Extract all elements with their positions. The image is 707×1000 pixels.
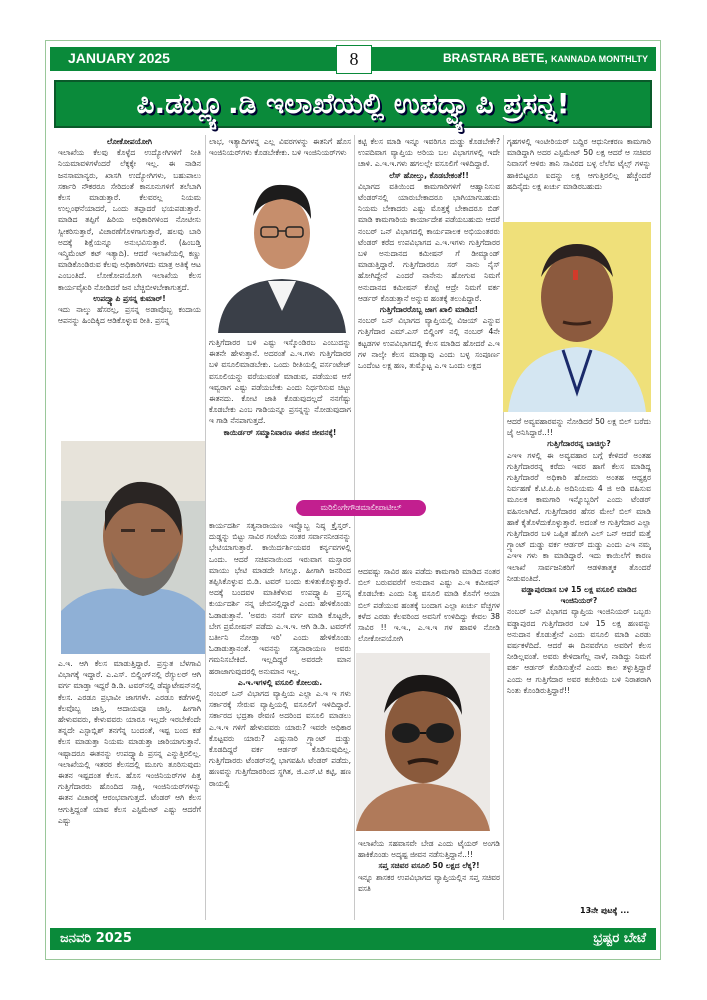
column-divider bbox=[354, 135, 355, 920]
subheading: ಉಪದ್ವ್ಯಾಪಿ ಪ್ರಸನ್ನ ಕುಮಾರ್! bbox=[93, 293, 166, 303]
article-paragraph: ಆದರೆ ಅವ್ಯವಹಾರವನ್ನು ನೋಡಿದರೆ 50 ಲಕ್ಷ ಬಿಲ್ ಬರೆದು ಜೈ ಅನಿಸಿದ್ದಾರೆ..!! bbox=[507, 417, 651, 438]
subheading: ಗುತ್ತಿಗೆದಾರರೊಬ್ಬ ಜಾಗ ಖಾಲಿ ಮಾಡಿದ! bbox=[379, 305, 479, 315]
column-2-bottom bbox=[209, 520, 351, 920]
article-paragraph: ಇಲಾಖೆಯ ಸಹವಾಸವೇ ಬೇಡ ಎಂದು ಟೈಯರ್ ಅಂಗಡಿ ಹಾಕಿಕೊಂಡು ಅದೃಷ್ಟ ಜೀವನ ನಡೆಸುತ್ತಿದ್ದಾನೆ..!! bbox=[358, 839, 500, 860]
photo-bearded-man bbox=[61, 441, 205, 654]
man-sunglasses-illustration bbox=[356, 653, 490, 831]
author-byline: ಮರಿಲಿಂಗೇಗೌಡಮಾಲೀಪಾಟೀಲ್ bbox=[296, 500, 426, 516]
older-man-illustration bbox=[503, 222, 651, 412]
article-paragraph: ಗೃಹಗಳಲ್ಲಿ ಇಂಟೀರಿಯರ್ ಬದ್ದಿರ ಆಧುನೀಕರಣ ಕಾಮಗಾರಿ ಮಾಡಿದ್ದಾಗಿ ಅದರ ಎಸ್ಟಿಮೇಟ್ 50 ಲಕ್ಷ ಆದರೆ ಆ ಸಚಿವರ ನಿವಾಸಗೆ ಆಳಿರು ತಾನಿ ಸಾವಿರದ ಬಳ್ಳ ಲೆಲೆವ ಟೈಲ್ಸ್ ಗಳನ್ನು ಹಾಕಿಬಿಟ್ಟರೂ ಐದನ್ನು ಲಕ್ಷ ಆಗುತ್ತಿರಲಿಲ್ಲ ಹೆಚ್ಚೆಂದರೆ ಹದಿನೈದು ಲಕ್ಷ ಖರ್ಚು ಮಾಡಿರಬಹುದು bbox=[507, 137, 651, 191]
article-paragraph: ಇನ್ನೂ ಶಾಸಕರ ಉಪವಿಭಾಗದ ವ್ಯಾಪ್ತಿಯಲ್ಲಿನ ಸಪ್ತ ಸಚಿವರ ವಸತಿ bbox=[358, 872, 500, 893]
column-4-top bbox=[507, 136, 651, 216]
column-4-bottom bbox=[507, 416, 651, 904]
page-number: 8 bbox=[336, 45, 372, 74]
article-paragraph: ವಿಭಾಗದ ವತಿಯಿಂದ ಕಾಮಗಾರಿಗಳಿಗೆ ಆಹ್ವಾನಿಸುವ ಟೆಂಡರ್‌ನಲ್ಲಿ ಯಾರುಬೇಕಾದರೂ ಭಾಗಿಯಾಗಬಹುದು ನಿಯಮ ಬೇಕಾದರು ಎಷ್ಟು ಮೊತ್ತಕ್ಕೆ ಬೇಕಾದರೂ ಬಿಡ್ ಮಾಡಿ ಕಾಮಗಾರಿಯ ಕಾರ್ಯಾದೇಶ ಪಡೆಯಬಹುದು ಆದರೆ ನಂಬರ್ ಒನ್ ವಿಭಾಗದಲ್ಲಿ ಕಾರ್ಯಪಾಲಕ ಅಭಿಯಂತರರು ಟೆಂಡರ್ ಕರೆದ ಉಪವಿಭಾಗದ ಎ.ಇ.ಇಗಳು ಗುತ್ತಿಗೆದಾರರ ಬಳಿ ಅನುದಾನದ ಕಮೀಷನ್ ಗೆ ಡೀಮ್ಯಾಂಡ್ ಮಾಡುತ್ತಿದ್ದಾರೆ. ಗುತ್ತಿಗೆದಾರರೂ ಸರ್ ನಾನು ನೈಸ್ ಹೋಗಿದ್ದೇನೆ ಎಂದರೆ ನಾನೇನು ಹೋಗುವ ನಿಮಗೆ ಅನುದಾನದ ಕಮೀಷನ್ ಕೊಟ್ಟೆ ಆದ್ರೇ ನಿಮಗೆ ವರ್ಕ ಆರ್ಡರ್ ಕೊಡುತ್ತಾನೆ ಅನ್ನುವ ಹಂತಕ್ಕೆ ತಲುಪಿದ್ದಾರೆ. bbox=[358, 181, 500, 303]
footer-bar bbox=[50, 928, 656, 950]
man-glasses-illustration bbox=[213, 171, 351, 333]
subheading: ಕಾಯಿರ್ಡರ್ ಸಮ್ಮಾನಿವಾರಣ ಈತನ ಜೀವನಕ್ಕೆ! bbox=[223, 427, 337, 437]
article-paragraph: ನಂಬರ್ ಒನ್ ವಿಭಾಗದ ವ್ಯಾಪ್ತಿಯ ಇಂಜಿನಿಯರ್ ಒಬ್ಬರು ವಡ್ಡಾಪುರದ ಗುತ್ತಿಗೆದಾರರ ಬಳಿ 15 ಲಕ್ಷ ಹಣವನ್ನು ಅನುದಾನ ಕೊಡುತ್ತೇನೆ ಎಂದು ವಸೂಲಿ ಮಾಡಿ ಎರಡು ವರ್ಷಕಳೆದಿದೆ. ಆದರೆ ಈ ದಿನವರೆಗೂ ಅವರಿಗೆ ಕೆಲಸ ನೀಡಿಲ್ಲವಂತೆ. ಅವರು ಕೇಳಿದಾಗೆಲ್ಲ ನಾಳೆ, ನಾಡಿದ್ದು ನಿಮಗೆ ವರ್ಕ ಆರ್ಡರ್ ಕೊಡಿಸುತ್ತೇನೆ ಎಂದು ಕಾಲ ತಳ್ಳುತ್ತಿದ್ದಾರೆ ಎಂದು ಆ ಗುತ್ತಿಗೆದಾರ ಅವರ ಕಚೇರಿಯ ಬಳಿ ನಿರಾಶರಾಗಿ ನಿಂತು ಕೊಂಡಿರುತ್ತಿದ್ದಾರೆ!! bbox=[507, 607, 651, 695]
article-paragraph: ನಂಬರ್ ಒನ್ ವಿಭಾಗದ ವ್ಯಾಪ್ತಿಯಲ್ಲಿ ವಿಜಯ್ ಎನ್ನುವ ಗುತ್ತಿಗೆದಾರ ಎಮ್.ಎಸ್ ಬಿಲ್ಡಿಂಗ್ ನಲ್ಲಿ ನಂಬರ್ 4ನೇ ಕಟ್ಟಡಗಳ ಉಪವಿಭಾಗದಲ್ಲಿ ಕೆಲಸ ಮಾಡಿದ ಹೋದರೆ ಎ.ಇ ಗಳ ನಾಲ್ಕೇ ಕೆಲಸ ಮಾಡ್ಯಾವು ಎಂದು ಬಳ್ಳ ಸಂಪೂರ್ಣ ಒಂದೆಂಟ ಲಕ್ಷ ಹಣ, ತುಮ್ಕೊಟ್ಟ ಎ.ಇ ಒಂದು ಲಕ್ಷದ bbox=[358, 316, 500, 371]
column-3-top bbox=[358, 136, 500, 563]
article-paragraph: ಇದು ನಾಲ್ಕು ಹೆಸರಲ್ಲ, ಪ್ರಸನ್ನ ಅಡಾವೊಬ್ಬ ಕಂದಾಯ ಆಪನನ್ನು ಹಿಂದಿಕ್ಕಿದ ಆಡಿಕೊಳ್ಳುವ ರೀತಿ. ಪ್ರಸನ್ನ bbox=[58, 305, 201, 326]
photo-man-glasses bbox=[213, 171, 351, 333]
article-kicker: ಲೋಕೋಪಯೋಗಿ bbox=[106, 137, 153, 146]
article-paragraph: ಇಲಾಖೆಯ ಕೆಲವು ಕೊಳ್ಳೆದ ಉದ್ಯೋಗಿಗಳಿಗೆ ನೀತಿ ನಿಯಮಾವಳಿಗಳೆಂದರೆ ಲೆಕ್ಕಕ್ಕೇ ಇಲ್ಲ. ಈ ನಾಡಿನ ಜನಸಾಮಾನ್ಯರು, ಖಾಸಗಿ ಉದ್ಯೋಗಿಗಳು, ಬಹುಪಾಲು ಸರ್ಕಾರಿ ನೌಕರರೂ ಸೇರಿದಂತೆ ಕಾನೂನುಗಳಿಗೆ ತಲೆಬಾಗಿ ಕೆಲಸ ಮಾಡುತ್ತಾರೆ. ಕೆಲವರಲ್ಲ ನಿಯಮ ಉಲ್ಲಂಘನೆಯಾದರೆ, ಒಂದು ತಪ್ಪಾದರೆ ಭಯಪಡುತ್ತಾರೆ. ಮಾಡಿದ ತಪ್ಪಿಗೆ ಹಿರಿಯ ಅಧಿಕಾರಿಗಳಿಂದ ನೋಟೀಸು ಸ್ವೀಕರಿಸುತ್ತಾರೆ, ವಿಚಾರಣೆಗೊಳಗಾಗುತ್ತಾರೆ, ಹಲವು ಬಾರಿ ಅದಕ್ಕೆ ಶಿಕ್ಷೆಯನ್ನೂ ಅನುಭವಿಸುತ್ತಾರೆ. (ಹಿಂಬಡ್ತಿ ಇನ್ಕ್ರಿಮೆಂಟ್ ಕಟ್ ಇತ್ಯಾದಿ). ಆದರೆ ಇಲಾಖೆಯಲ್ಲಿ ಕಣ್ಣು ಮಾಡಿಕೊಂಡಿರುವ ಕೆಲವು ಅಧಿಕಾರಿಗಳದು ಮಾತ್ರ ಅತಿಕ್ಕೆ ಆಟ ಎಂಬಂತಿದೆ. ಲೋಕೋಪಯೋಗಿ ಇಲಾಖೆಯ ಕೆಲಸ ಕಾರ್ಯವೈಖರಿ ನೋಡಿದರೆ ಜನ ಬೆಚ್ಚಿಬೀಳಬೇಕಾಗುತ್ತದೆ. bbox=[58, 148, 201, 292]
subheading: ಎ.ಇ.ಇಗಳಲ್ಲಿ ವಸೂಲಿ ಕೋಲಡು. bbox=[237, 677, 323, 687]
subheading: ಸಪ್ತ ಸಚಿವರ ವಸೂಲಿ 50 ಲಕ್ಷದ ಲೆಕ್ಕ?! bbox=[378, 861, 480, 871]
column-1-top bbox=[58, 136, 201, 438]
subheading: ಗುತ್ತಿಗೆದಾರರನ್ನ ಬಾಚಿಗ್ಳು? bbox=[547, 439, 611, 449]
continued-note: 13ನೇ ಪುಟಕ್ಕೆ ... bbox=[580, 906, 630, 915]
column-2-middle bbox=[209, 337, 351, 495]
column-2-top bbox=[209, 136, 351, 170]
article-paragraph: ಲಾಭ, ಇತ್ಯಾದಿಗಳನ್ನ ಎಲ್ಲ ವಿವರಗಳನ್ನು ಈತನಿಗೆ ಹೊಸ ಇಂಜಿನಿಯರ್‌ಗಳು ಕೊಡಬೇಕೇಕು. ಬಳಿ ಇಂಜಿನಿಯರ್‌ಗಳು bbox=[209, 137, 351, 158]
publication-title: BRASTARA BETE, bbox=[442, 51, 548, 65]
article-paragraph: ಕಟ್ಟಿ ಕೆಲಸ ಮಾಡಿ ಇನ್ನೂ ಇವರಿಗೂ ದುಡ್ಡು ಕೊಡಬೇಕೇ? ಉಪದಿವಾಗ ವ್ಯಾಪ್ತಿಯ ಅರಿಯ ಬಲ ವಿಭಾಗಗಳಲ್ಲಿ ಇದೇ ಚಾಳಿ. ಎ.ಇ.ಇ.ಗಳು ಹಗಲಲ್ಲೇ ವಸೂಲಿಗೆ ಇಳಿದಿದ್ದಾರೆ. bbox=[358, 137, 500, 169]
publication-name bbox=[443, 51, 648, 65]
column-3-bottom bbox=[358, 838, 500, 920]
article-paragraph: ಎಇಇ ಗಳಲ್ಲಿ ಈ ಅವ್ಯವಹಾರ ಬಗ್ಗೆ ಕೇಳಿದರೆ ಅಂತಹ ಗುತ್ತಿಗೆದಾರರನ್ನ ಕರೆದು ಇವರ ಹಾಗೆ ಕೆಲಸ ಮಾಡಿದ್ದ ಗುತ್ತಿಗೆದಾರರೆ ಅಧಿಕಾರಿ ಹೋದರು ಅಂತಹ ಆಧ್ಯಕ್ಷರ ನಿರ್ವಹಣೆ ಕೆ.ಟಿ.ಪಿ.ಪಿ ಅದಿನಿಯಮ 4 ಜಿ ಅಡಿ ವಹಿಸುವ ಮೂಲಕ ಕಾಮಗಾರಿ ಇನ್ನೊಬ್ಬರಿಗೆ ಎಂದು ಟೆಂಡರ್ ವಹಿಸಲಾಗಿದೆ. ಗುತ್ತಿಗೆದಾರರ ಹೆಸರ ಮೇಲೆ ಬಿಲ್ ಮಾಡಿ ಹಾಕೆ ಕೈತೊಳೆದುಕೊಳ್ಳುತ್ತಾರೆ. ಅದಂತೆ ಆ ಗುತ್ತಿಗೆದಾರ ಎಲ್ಲಾ ಗುತ್ತಿಗೆದಾರರ ಬಳಿ ಒಪ್ಪಿತ ಹೋಗಿ ಎಲ್ ಒನ್ ಆದರೆ ಮತ್ತೆ ಗ್ರ್ಯಾಂಟ್ ದುಡ್ಡು ವರ್ಕ ಆರ್ಡರ್ ದುಡ್ಡು ಎಂದು ಎಇ ನಮ್ಮ ಎಇಇ ಗಳು ಕಾ ಮಾಡಿದ್ದಾರೆ. ಇದು ಕಾಯಿಲೆಗೆ ಕಾರಣ ಇಲಾಖೆ ಸಾರ್ವಜನಿಕರಿಗೆ ಆಡಳಿತಾತ್ಮಕ ತೊಂದರೆ ನೀಡುವಂತಿದೆ. bbox=[507, 450, 651, 583]
footer-date: ಜನವರಿ 2025 bbox=[60, 931, 132, 946]
photo-man-sunglasses bbox=[356, 653, 490, 831]
photo-older-man bbox=[503, 222, 651, 412]
article-paragraph: ನಂಬರ್ ಒನ್ ವಿಭಾಗದ ವ್ಯಾಪ್ತಿಯ ಎಲ್ಲಾ ಎ.ಇ ಇ ಗಳು ಸರ್ಕಾರಕ್ಕೆ ಸೇರುವ ವ್ಯಾಪ್ತಿಯಲ್ಲಿ ವಸೂಲಿಗೆ ಇಳಿದಿದ್ದಾರೆ. ಸರ್ಕಾರದ ಭದ್ರತಾ ಠೇವಣಿ ಅದರಿಂದ ವಸೂಲಿ ಮಾಡಲು ಎ.ಇ.ಇ ಗಳಿಗೆ ಹೇಳುವವರು ಯಾರು? ಇವರೇ ಅಧಿಕಾರ ಕೊಟ್ಟವರು ಯಾರು? ಎಷ್ಟುಸಾರಿ ಗ್ರ್ಯಾಂಟ್ ದುಡ್ಡು ಕೊಡದಿದ್ದರೆ ವರ್ಕ ಆರ್ಡರ್ ಕೊಡಿಸುವುದಿಲ್ಲ. ಗುತ್ತಿಗೆದಾರರು ಟೆಂಡರ್‌ನಲ್ಲಿ ಭಾಗವಹಿಸಿ ಟೆಂಡರ್ ಪಡೆದು, ಹಣವನ್ನು ಗುತ್ತಿಗೆದಾರರಿಂದ ಸ್ಥಗಿತ, ಜಿ.ಎಸ್.ಟಿ ಕಟ್ಟಿ, ಹಣ ರಾಯಲ್ಟಿ bbox=[209, 689, 351, 788]
publication-subtitle: KANNADA MONTHLTY bbox=[551, 54, 648, 64]
article-paragraph: ಕಾರ್ಯದರ್ಶಿ ಸತ್ಯನಾರಾಯಣ ಇವ್ವೊಬ್ಬ ನಿಷ್ಠ ಕ್ರೈಸ್ತರ್. ದುಡ್ಡನ್ನು ಬಿಟ್ಟು ಸಾವಿರ ಗಂಟೆಯ ನಂತರ ಸರ್ವಾನನೀಡನನ್ನು ಭೇಟಿಯಾಗುತ್ತಾರೆ. ಕಾಯಿರ್ದರ್ಶಿಯವರ ಕರ್ನ್ಯವಗಳಲ್ಲಿ ಒಂದು. ಆದರೆ ಸಚಿವನಾಯಿಂದ ಇರುವಾಗ ಮಸ್ತಾರರ ಮಾಯು ಭೇಟಿ ಮಾಡದೇ ಸಿಗಲ್ಲೂ. ಹೀಗಾಗಿ ಜನರಿಂದ ತಪ್ಪಿಸಿಕೊಳ್ಳುವ ಬಿ.ಡಿ. ಟವರ್ ಬಂದು ಕುಳಿತುಕೊಳ್ಳುತ್ತಾರೆ. ಅದಕ್ಕೆ ಬಂದವಳ ಮಾತಿಕೆಳುವ ಉಪದ್ವ್ಯಾಪಿ ಪ್ರಸನ್ನ ಕುರ್ಯದರ್ಶಿ ನನ್ನ ಜೇಬಿನಲ್ಲಿದ್ದಾರೆ ಎಂದು ಹೇಳಿಕೊಂಡು ಓಡಾಡುತ್ತಾನೆ. 'ಅವರು ನನಗೆ ವರ್ಗ ಮಾಡಿ ಕೊಟ್ಟರೇ, ಬೇಗ ಪ್ರಮೋಷನ್ ಪಡೆದು ಎ.ಇ.ಇ. ಆಗಿ ಡಿ.ಡಿ. ಟವರ್‌ಗೆ ಬರ್ತೀನಿ ನೋಡ್ತಾ ಇರಿ' ಎಂದು ಹೇಳಿಕೊಂಡು ಓಡಾಡುತ್ತಾನಂತೆ. ಇವನನ್ನು ಸತ್ಯನಾರಾಯಣ ಅವರು ಗಮನಿಸಬೇಕಿದೆ. ಇಲ್ಲದಿದ್ದರೆ ಅವರದೇ ಮಾನ ಹರಾಜಾಗುವುದರಲ್ಲಿ ಅನುಮಾನ ಇಲ್ಲ. bbox=[209, 521, 351, 676]
article-paragraph: ಗುತ್ತಿಗೆದಾರರ ಬಳಿ ಎಷ್ಟು ಇಸ್ಕೊಂಡಿರಬ ಎಂಬುದನ್ನು ಈತನೇ ಹೇಳುತ್ತಾನೆ. ಅದರಂತೆ ಎ.ಇ.ಗಳು ಗುತ್ತಿಗೆದಾರರ ಬಳಿ ವಸೂಲಿಮಾಡಬೇಕು. ಒಂದು ರೀತಿಯಲ್ಲಿ ಪರ್ಸಂಟೇಜ್ ವಸೂಲಿಯನ್ನು ವರೆಯುವಂತೆ ಮಾಡುವ, ಪಡೆಯುವ ಆಸೆ ಇವ್ವರಾಗ ಎಷ್ಟು ಪಡೆಯಬೇಕು ಎಂದು ನಿರ್ಧರಿಸುವ ಚಿಟ್ಟು ಈತನದು. ಕೋಟಿ ಜಾತಿ ಕೊಡುವುದಲ್ಲದೆ ನನಗೆಷ್ಟು ಕೊಡಬೇಕು ಎಂಬ ಗಾಡಿಯನ್ನೂ ಪ್ರಸನ್ನನ್ನು ನೋಡುವುದಾಗ ಇ ಗಾಡಿ ನೆನಪಾಗುತ್ತದೆ. bbox=[209, 338, 351, 426]
footer-publication: ಭ್ರಷ್ಟರ ಬೇಟೆ bbox=[593, 931, 646, 946]
article-paragraph: ಆದವಷ್ಟು ಸಾವಿರ ಹಣ ಪಡೆದು ಕಾಮಗಾರಿ ಮಾಡಿದ ನಂತರ ಬಿಲ್ ಬರುವವರೆಗೆ ಅನುದಾನ ಎಷ್ಟು ಎ.ಇ ಕಮೀಷನ್ ಕೊಡಬೇಕು ಎಂದು ನಿತ್ಯ ವಸೂಲಿ ಮಾಡಿ ಕೊನೆಗೆ ಆಯಾ ಬಿಲ್ ಪಡೆಯುವ ಹಂತಕ್ಕೆ ಬಂದಾಗ ಎಲ್ಲಾ ಖರ್ಚು ವೆಚ್ಚಗಳ ಕಳೆದ ಎರಡು ಕೆಲವರಿಂದ ಅವನಿಗೆ ಉಳಿದಿದ್ದು ಕೇವಲ 38 ಸಾವಿರ !! ಇ.ಇ., ಎ.ಇ.ಇ ಗಳ ಹಾವಳಿ ನೋಡಿ ಲೋಕೋಪಯೋಗಿ bbox=[358, 567, 500, 644]
bearded-man-illustration bbox=[61, 441, 205, 654]
column-1-bottom bbox=[58, 658, 201, 920]
subheading: ವಡ್ಡಾಪುರದಾಸ ಬಳಿ 15 ಲಕ್ಷ ವಸೂಲಿ ಮಾಡಿದ ಇಂಜಿನಿಯರ್? bbox=[521, 585, 637, 606]
column-3-middle bbox=[358, 566, 500, 656]
column-divider bbox=[205, 135, 206, 920]
subheading: ಲೆಸ್ ಹೋಲ್ತು, ಕೊಡಬೇಕಂತೆ!! bbox=[389, 170, 469, 180]
issue-date: JANUARY 2025 bbox=[68, 50, 170, 66]
headline-banner bbox=[54, 80, 652, 128]
article-paragraph: ಎ.ಇ. ಆಗಿ ಕೆಲಸ ಮಾಡುತ್ತಿದ್ದಾರೆ. ಪ್ರಸ್ತುತ ಬೆಳಗಾವಿ ವಿಭಾಗಕ್ಕೆ ಇದ್ದಾರೆ. ಎ.ಎಸ್. ಬಿಲ್ಡಿಂಗ್‌ನಲ್ಲಿ ರೆಗ್ಯುಲರ್ ಆಗಿ ವರ್ಗ ಮಾಡ್ತಾ ಇದ್ದರೆ ಡಿ.ಡಿ. ಟವರ್‌ನಲ್ಲಿ ಡೆಪ್ಯೂಟೇಷನ್‌ನಲ್ಲಿ ಕೆಲಸ. ಎರಡೂ ಪ್ರಭಾವೀ ಜಾಗಗಳೇ. ಎರಡೂ ಕಡೆಗಳಲ್ಲಿ ಕೆಲವೊಬ್ಬ ಜಾಸ್ತಿ, ಆದಾಯವೂ ಜಾಸ್ತಿ. ಹೀಗಾಗಿ ಹೇಳುವವರು, ಕೇಳುವವರು ಯಾರೂ ಇಲ್ಲದೇ ಇರಬೇಕೆಂದೇ ತನ್ನದೇ ಎಸ್ಟಾಬ್ಲಿಶ್ ತನಗೆನ್ನ ಬಂದಂತೆ, ಇಷ್ಟ ಬಂದ ಕಡೆ ಕೆಲಸ ಮಾಡುತ್ತಾ ನಿಯಮ ಮಾಡುತ್ತಾ ಜಾರಿಯಾಗುತ್ತಾನೆ. ಇಷ್ಟಾದರೂ ಈತನನ್ನು ಉಪದ್ವ್ಯಾಪಿ ಪ್ರಸನ್ನ ಎನ್ನುತ್ತಿರಲಿಲ್ಲ. ಇಲಾಖೆಯಲ್ಲಿ ಇತರರ ಕೆಲಸದಲ್ಲಿ ಮೂಗು ತೂರಿಸುವುದು ಈತನ ಇಷ್ಟದಂತ ಕೆಲಸ. ಹೊಸ ಇಂಜಿನಿಯರ್‌ಗಳ ಪಿತ್ತ ಗುತ್ತಿಗೆದಾರರು ಹೊಂದಿದ ಸಾಕ್ಷಿ, ಇಂಜಿನಿಯರ್‌ಗಳನ್ನು ಈತನ ವಿಚಾರಕ್ಕೆ ಆರಂಭವಾಗುತ್ತದೆ. ಟೆಂಡರ್ ಆಗಿ ಕೆಲಸ ಆಗುತ್ತಿದ್ದಂತೆ ಯಾವ ಕೆಲಸ ಎಸ್ಟಿಮೇಟ್ ಎಷ್ಟು ಆದರೆಗೆ ಎಷ್ಟು bbox=[58, 659, 201, 825]
headline-text: ಪಿ.ಡಬ್ಲ್ಯೂ.ಡಿ ಇಲಾಖೆಯಲ್ಲಿ ಉಪದ್ವ್ಯಾಪಿ ಪ್ರಸನ್ನ! bbox=[136, 87, 570, 120]
